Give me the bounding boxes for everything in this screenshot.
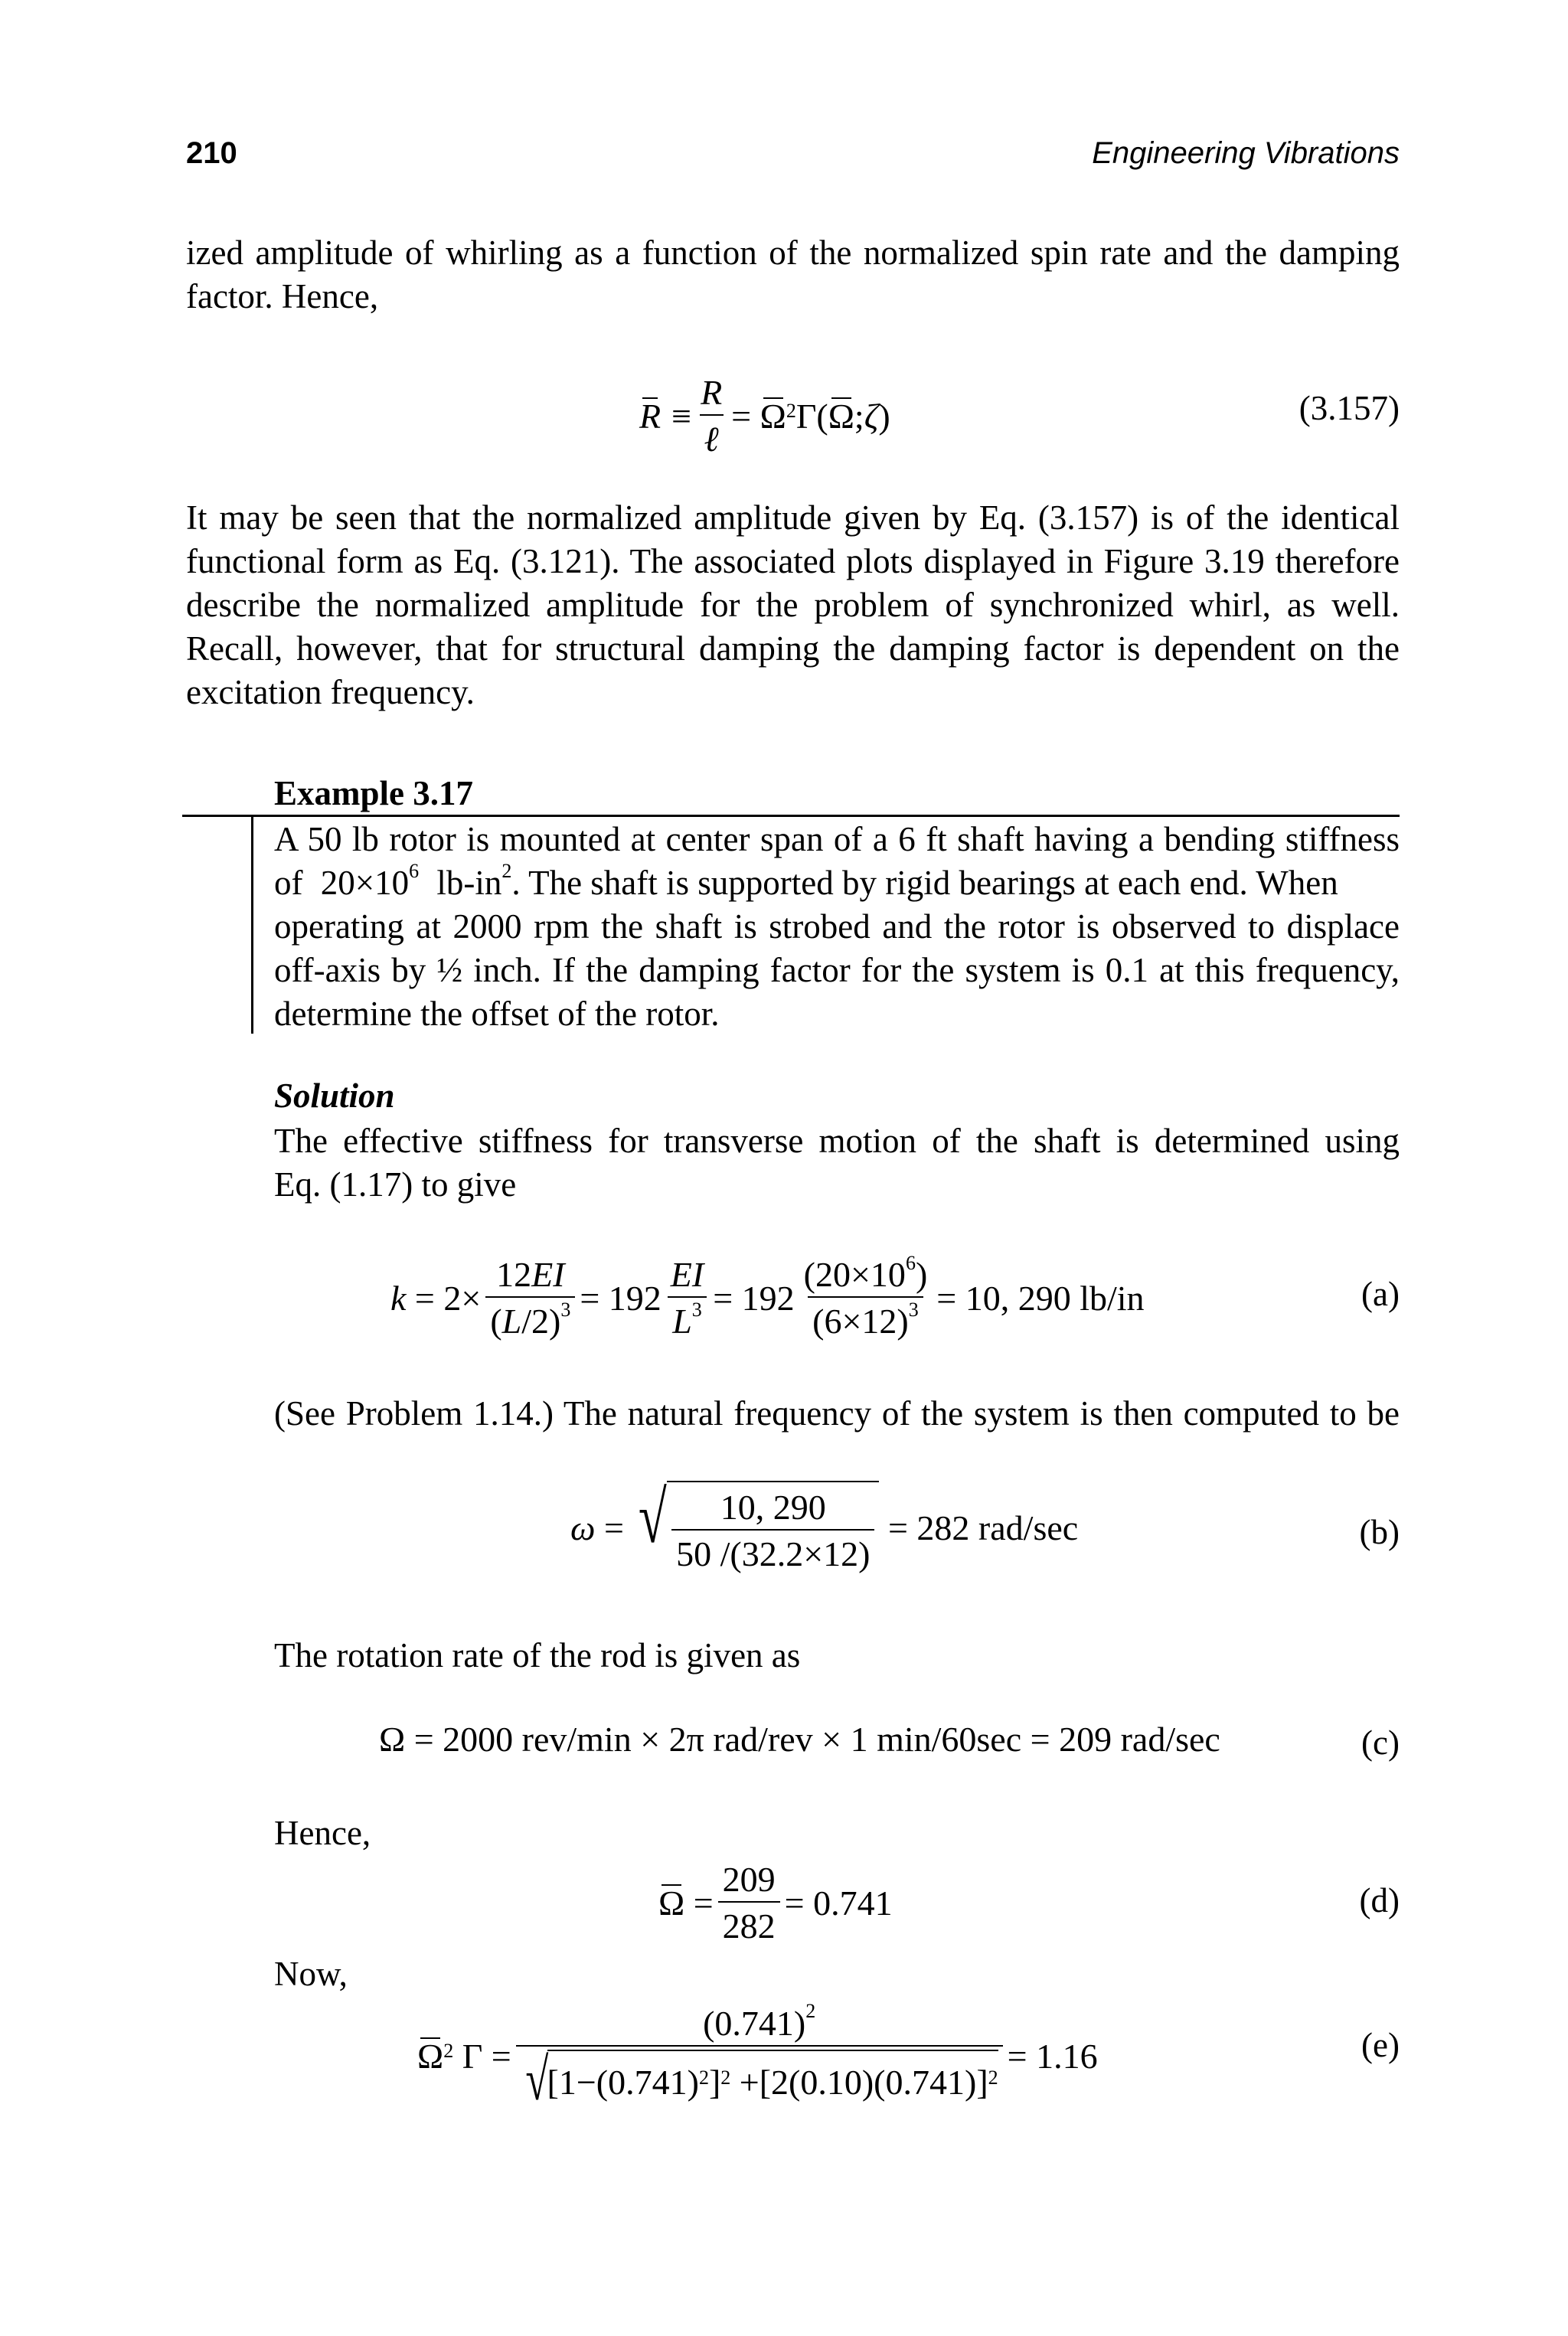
equation-a: k = 2× $\frac{12EI}{(L/2)^3}$ = 192 $\frac{EI}{L^3}$ = 192 $\frac{(20\times 10^6)}{(6\times 12)^3}$ = 10, 290 lb/in — [390, 1251, 1145, 1341]
page-number: 210 — [186, 136, 237, 170]
solution-line-2: Eq. (1.17) to give — [274, 1165, 517, 1204]
equation-b-result: = 282 rad/sec — [887, 1508, 1079, 1547]
equation-a-result: = 10, 290 lb/in — [936, 1278, 1145, 1318]
equation-number-a: (a) — [1361, 1275, 1400, 1313]
equation-c-expr: = 2000 rev/min × 2π rad/rev × 1 min/60sec = 209 rad/sec — [413, 1720, 1220, 1759]
example-line-4: off-axis by ½ inch. If the damping factor for the system is 0.1 at this frequency, — [274, 951, 1400, 989]
example-line-2-of: of — [274, 864, 303, 902]
example-line-2-rest: . The shaft is supported by rigid bearings at each end. When — [511, 864, 1338, 902]
equation-d: Ω = $\frac{209}{282}$ = 0.741 — [658, 1860, 893, 1946]
example-line-2: of $20\times 10^6$ $lb-in^2$. The shaft is supported by rigid bearings at each end. When — [274, 860, 1338, 902]
solution-heading: Solution — [274, 1077, 395, 1115]
sqrt-symbol: √ $\frac{10, 290}{50 /(32.2\times 12)}$ — [632, 1481, 879, 1574]
solution-line-1: The effective stiffness for transverse motion of the shaft is determined using — [274, 1122, 1400, 1160]
intro-line-2: factor. Hence, — [186, 277, 379, 315]
equation-number-3-157: (3.157) — [1298, 389, 1400, 427]
example-side-rule — [251, 816, 253, 1034]
sqrt-symbol: √ [1−(0.741) $^2$ ] $^2$ +[2(0.10)(0.741)] $^2$ — [525, 2045, 998, 2112]
intro-line-1: ized amplitude of whirling as a function of the normalized spin rate and the damping — [186, 234, 1400, 272]
example-top-rule — [182, 815, 1400, 817]
example-line-5: determine the offset of the rotor. — [274, 995, 720, 1033]
equation-number-b: (b) — [1359, 1513, 1400, 1551]
equation-3-157: R ≡ $\frac{R}{\text{ℓ}}$ = Ω $^2$ Γ( Ω ; ζ ) — [639, 373, 890, 459]
example-title: Example 3.17 — [274, 774, 474, 812]
running-title: Engineering Vibrations — [1092, 136, 1400, 170]
equation-number-c: (c) — [1361, 1723, 1400, 1762]
now-text: Now, — [274, 1955, 348, 1993]
equation-b: ω = √ $\frac{10, 290}{50 /(32.2\times 12)}$ = 282 rad/sec — [570, 1476, 1079, 1573]
equation-number-d: (d) — [1359, 1881, 1400, 1919]
paragraph-normalized-amplitude: It may be seen that the normalized amplitude given by Eq. (3.157) is of the identical functional form as Eq. (3.121). The associated plots displayed in Figure 3.19 therefore describe the normalized amplitude for the problem of synchronized whirl, as well. Recall, however, that for structural damping the damping factor is dependent on the excitation frequency. — [186, 498, 1400, 711]
equation-number-e: (e) — [1361, 2026, 1400, 2064]
equation-e: Ω $^2$ Γ = $(0.741)^2$ √ [1−(0.741) $^2$ ] $^2$ +[2(0.10)(0.741)] $^2$ = 1.16 — [417, 2000, 1098, 2112]
example-line-3: operating at 2000 rpm the shaft is strobed and the rotor is observed to displace — [274, 907, 1400, 946]
example-line-2-unit: lb-in — [436, 864, 502, 902]
example-line-1: A 50 lb rotor is mounted at center span of a 6 ft shaft having a bending stiffness — [274, 820, 1400, 858]
rotation-rate-text: The rotation rate of the rod is given as — [274, 1636, 801, 1674]
hence-text: Hence, — [274, 1814, 371, 1852]
equation-d-result: = 0.741 — [784, 1883, 893, 1923]
see-problem-text: (See Problem 1.14.) The natural frequency of the system is then computed to be — [274, 1394, 1400, 1433]
equation-e-result: = 1.16 — [1007, 2036, 1098, 2076]
equation-c: Ω = 2000 rev/min × 2π rad/rev × 1 min/60sec = 209 rad/sec — [379, 1720, 1220, 1759]
